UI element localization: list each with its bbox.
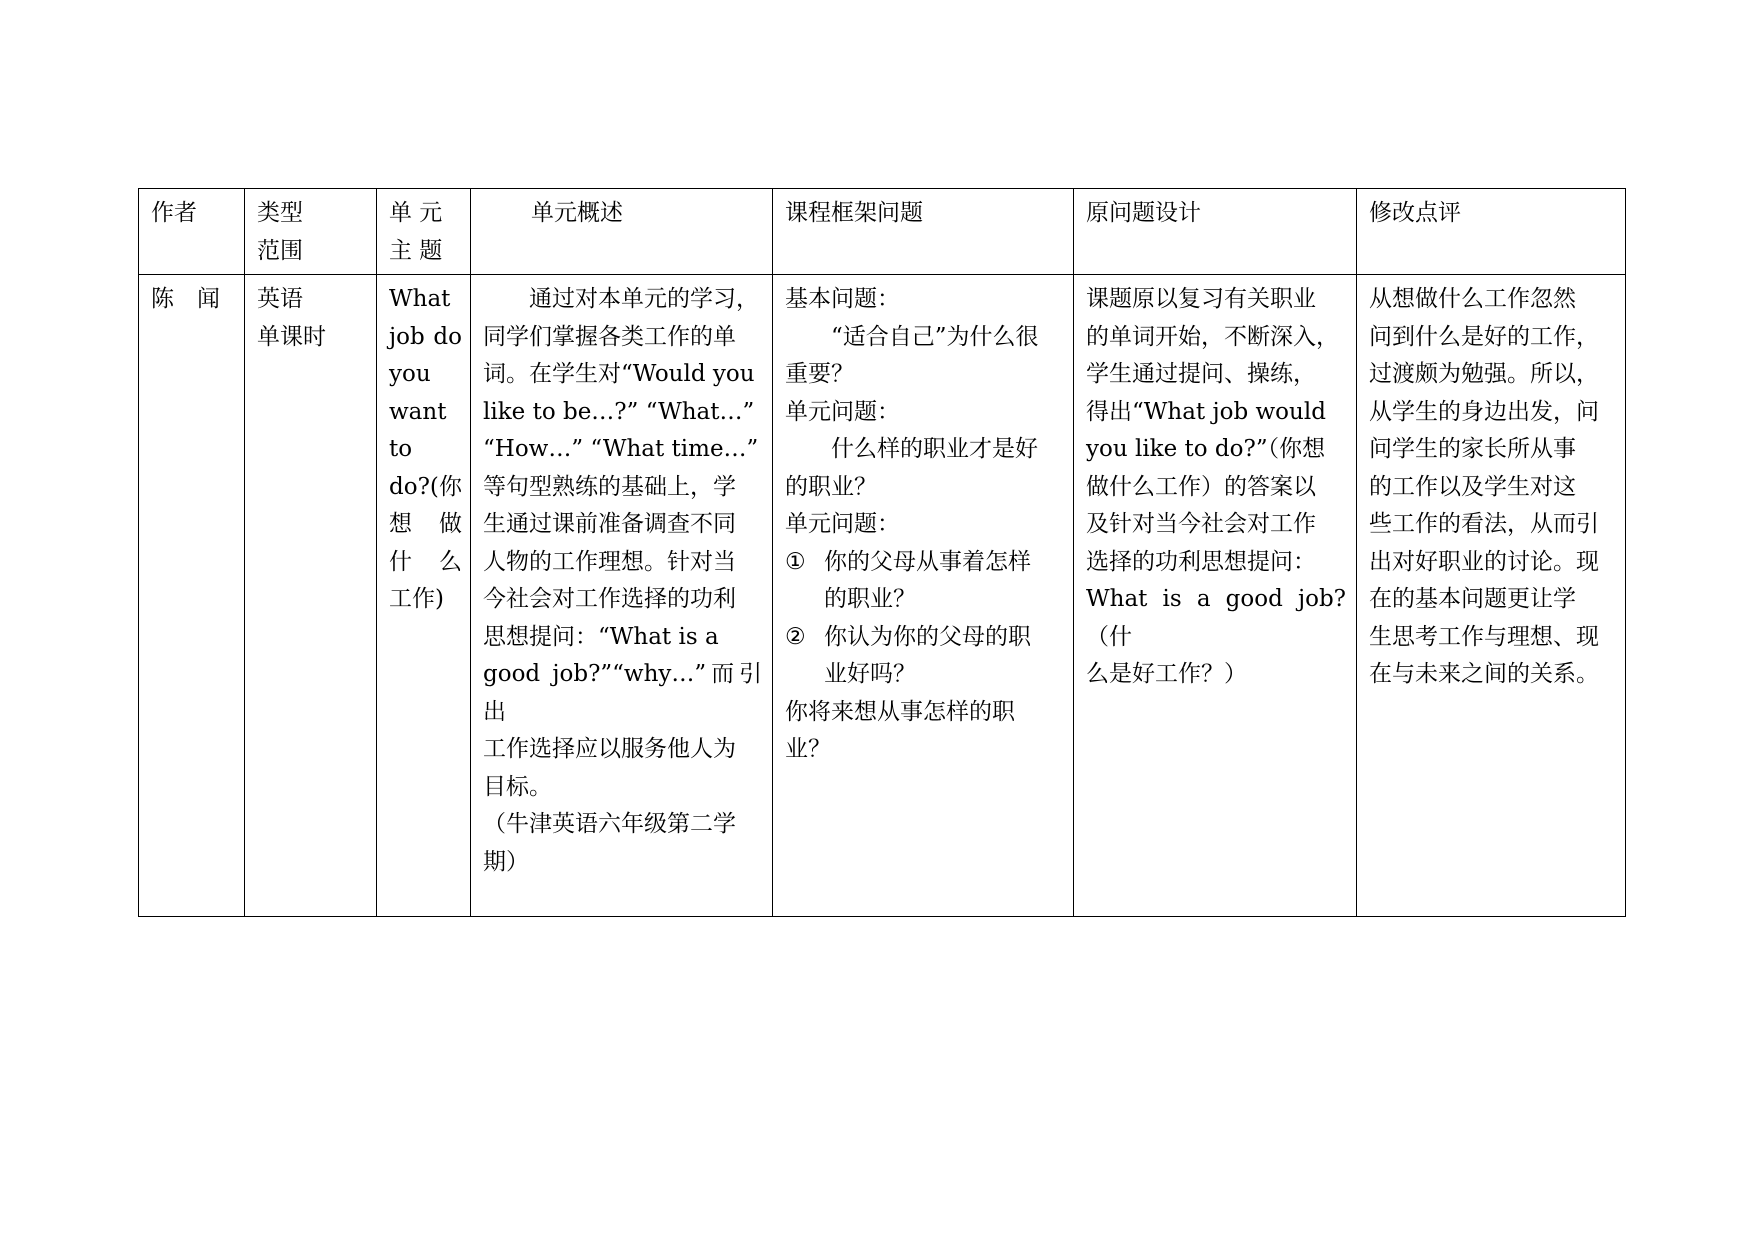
overview-line: 目标。	[483, 773, 552, 800]
review-line: 生思考工作与理想、现	[1369, 623, 1599, 650]
table-header-row	[139, 189, 1626, 275]
header-type-line1: 类型	[257, 200, 303, 226]
design-line: What is a good job? （什	[1086, 586, 1346, 650]
review-line: 从学生的身边出发，问	[1369, 398, 1599, 425]
review-line: 些工作的看法，从而引	[1369, 511, 1599, 537]
design-line: 得出“What job would	[1086, 398, 1326, 425]
unit-question-line: 什么样的职业才是好	[831, 436, 1038, 462]
header-author-label: 作者	[151, 200, 197, 226]
header-framework-label: 课程框架问题	[785, 200, 923, 226]
unit-question-label: 单元问题：	[785, 511, 900, 537]
header-overview-label: 单元概述	[531, 200, 623, 226]
cell-theme	[377, 275, 471, 917]
type-line2: 单课时	[257, 323, 326, 350]
overview-line: （牛津英语六年级第二学	[483, 811, 736, 837]
final-question-line: 业？	[785, 736, 831, 762]
overview-line: 人物的工作理想。针对当	[483, 548, 736, 575]
overview-line: 等句型熟练的基础上，学	[483, 473, 736, 500]
theme-line: 工作)	[389, 586, 444, 612]
theme-line: you	[389, 361, 431, 387]
overview-line: 工作选择应以服务他人为	[483, 736, 736, 762]
header-design	[1074, 189, 1357, 275]
header-framework	[773, 189, 1074, 275]
list-item	[785, 544, 1063, 619]
list-item-number: ②	[785, 623, 806, 650]
cell-original-design	[1074, 275, 1357, 917]
overview-line: good job?”“why…”而引出	[483, 661, 762, 725]
header-theme-line1: 单 元	[389, 200, 443, 226]
list-item-text: 的职业？	[824, 586, 916, 612]
lesson-design-table	[138, 188, 1626, 917]
design-line: 选择的功利思想提问：	[1086, 548, 1316, 575]
design-line: you like to do?”（你想	[1086, 436, 1326, 462]
cell-overview	[471, 275, 773, 917]
design-line: 及针对当今社会对工作	[1086, 511, 1316, 537]
overview-line: 今社会对工作选择的功利	[483, 586, 736, 612]
overview-line: like to be…?” “What…”	[483, 398, 755, 425]
header-overview	[471, 189, 773, 275]
review-line: 问学生的家长所从事	[1369, 436, 1576, 462]
header-theme	[377, 189, 471, 275]
header-type	[245, 189, 377, 275]
list-item-number: ①	[785, 548, 806, 575]
design-line: 做什么工作）的答案以	[1086, 473, 1316, 500]
basic-question-line: 重要？	[785, 361, 854, 387]
review-line: 出对好职业的讨论。现	[1369, 548, 1599, 575]
list-item	[785, 619, 1063, 694]
list-item-text: 你的父母从事着怎样	[824, 548, 1031, 575]
overview-line: 思想提问：“What is a	[483, 623, 719, 650]
header-review	[1357, 189, 1626, 275]
theme-line: to	[389, 436, 413, 462]
overview-line: 期）	[483, 848, 529, 875]
theme-line: What	[389, 286, 451, 312]
overview-line: “How…” “What time…”	[483, 436, 759, 462]
header-theme-line2: 主 题	[389, 237, 443, 264]
header-type-line2: 范围	[257, 237, 303, 264]
list-item-text: 你认为你的父母的职	[824, 623, 1031, 650]
unit-question-label: 单元问题：	[785, 398, 900, 425]
theme-line: job do	[389, 323, 462, 350]
cell-framework-questions	[773, 275, 1074, 917]
cell-review-comment	[1357, 275, 1626, 917]
theme-line: 什 么	[389, 548, 462, 575]
review-line: 问到什么是好的工作，	[1369, 323, 1599, 350]
design-line: 学生通过提问、操练，	[1086, 361, 1316, 387]
header-author	[139, 189, 245, 275]
review-line: 从想做什么工作忽然	[1369, 286, 1576, 312]
design-line: 的单词开始，不断深入，	[1086, 323, 1339, 350]
type-line1: 英语	[257, 286, 303, 312]
overview-line: 通过对本单元的学习，	[529, 286, 759, 312]
theme-line: 想 做	[389, 511, 462, 537]
design-line: 课题原以复习有关职业	[1086, 286, 1316, 312]
review-line: 过渡颇为勉强。所以，	[1369, 361, 1599, 387]
overview-line: 词。在学生对“Would you	[483, 361, 755, 387]
basic-question-line: “适合自己”为什么很	[831, 323, 1039, 350]
list-item-text: 业好吗？	[824, 661, 916, 687]
overview-line: 生通过课前准备调查不同	[483, 511, 736, 537]
cell-type	[245, 275, 377, 917]
header-review-label: 修改点评	[1369, 200, 1461, 226]
cell-author	[139, 275, 245, 917]
theme-line: want	[389, 398, 447, 425]
basic-question-label: 基本问题：	[785, 286, 900, 312]
design-line: 么是好工作？）	[1086, 661, 1247, 687]
review-line: 在与未来之间的关系。	[1369, 661, 1599, 687]
author-name: 陈 闻	[151, 286, 220, 312]
final-question-line: 你将来想从事怎样的职	[785, 698, 1015, 725]
review-line: 的工作以及学生对这	[1369, 473, 1576, 500]
review-line: 在的基本问题更让学	[1369, 586, 1576, 612]
table-row	[139, 275, 1626, 917]
theme-line: do?(你	[389, 473, 462, 500]
header-design-label: 原问题设计	[1086, 200, 1201, 226]
unit-question-line: 的职业？	[785, 473, 877, 500]
overview-line: 同学们掌握各类工作的单	[483, 323, 736, 350]
